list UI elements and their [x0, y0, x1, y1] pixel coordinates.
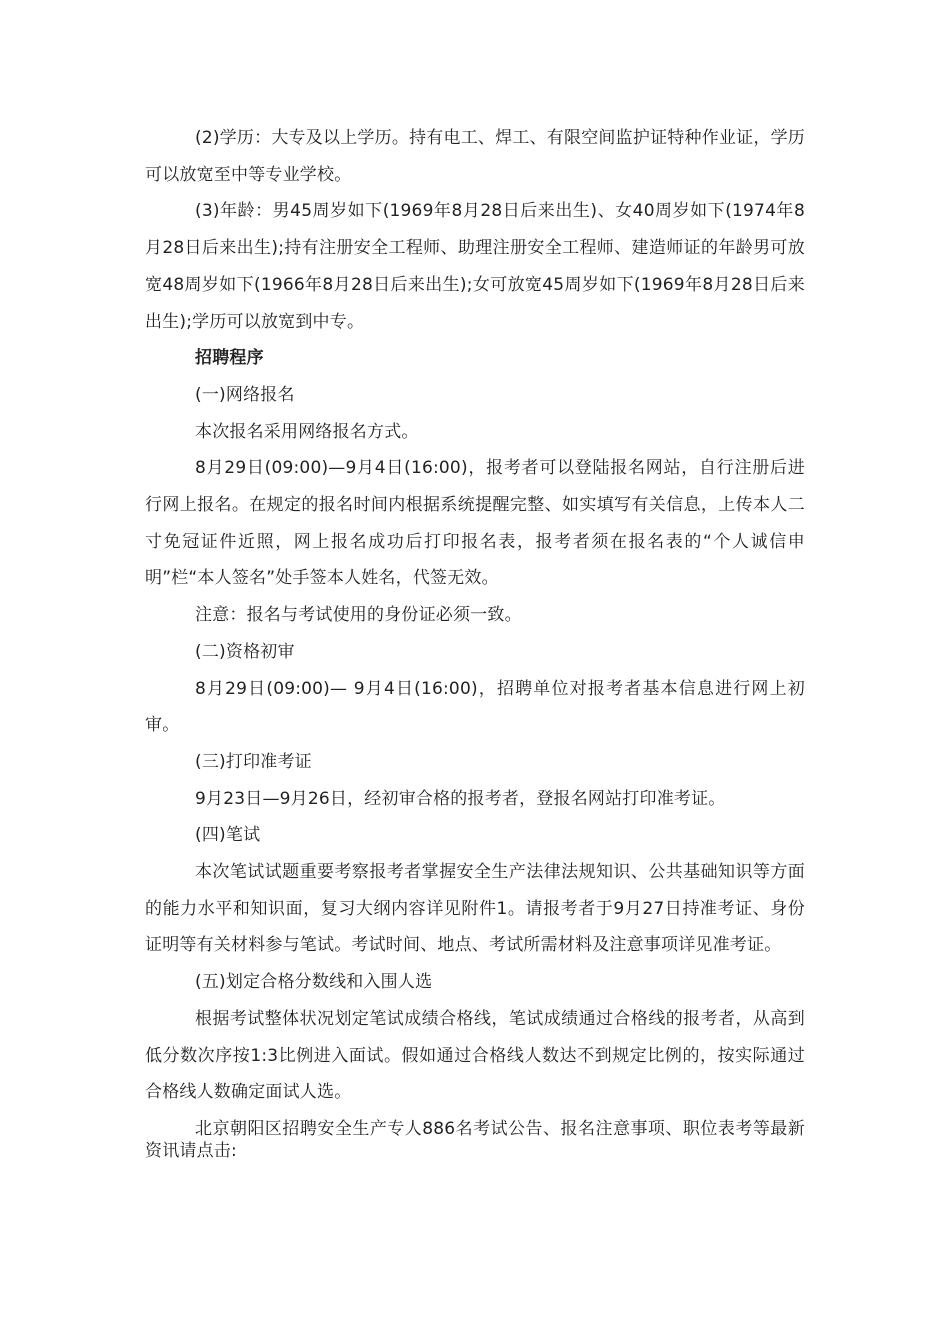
paragraph-cutoff-rules: 根据考试整体状况划定笔试成绩合格线，笔试成绩通过合格线的报考者，从高到低分数次序按1:3比例进入面试。假如通过合格线人数达不到规定比例的，按实际通过合格线人数确定面试人选。: [145, 1008, 805, 1103]
paragraph-age: (3)年龄：男45周岁如下(1969年8月28日后来出生)、女40周岁如下(1974年8月28日后来出生);持有注册安全工程师、助理注册安全工程师、建造师证的年龄男可放宽48周岁如下(1966年8月28日后来出生);女可放宽45周岁如下(1969年8月28日后来出生);学历可以放宽到中专。: [145, 201, 805, 332]
subheading-written-exam: (四)笔试: [195, 825, 261, 846]
paragraph-exam-content: 本次笔试试题重要考察报考者掌握安全生产法律法规知识、公共基础知识等方面的能力水平和知识面，复习大纲内容详见附件1。请报考者于9月27日持准考证、身份证明等有关材料参与笔试。考试时间、地点、考试所需材料及注意事项详见准考证。: [145, 862, 805, 956]
paragraph-review-period: 8月29日(09:00)— 9月4日(16:00)，招聘单位对报考者基本信息进行网上初审。: [145, 678, 805, 736]
subheading-print-admission: (三)打印准考证: [195, 751, 312, 772]
paragraph-admission-period: 9月23日—9月26日，经初审合格的报考者，登报名网站打印准考证。: [195, 788, 726, 809]
section-heading-procedure: 招聘程序: [195, 348, 264, 369]
subheading-online-registration: (一)网络报名: [195, 384, 295, 405]
paragraph-more-info: 北京朝阳区招聘安全生产专人886名考试公告、报名注意事项、职位表考等最新资讯请点击:: [145, 1118, 805, 1161]
subheading-preliminary-review: (二)资格初审: [195, 641, 295, 662]
paragraph-education: (2)学历：大专及以上学历。持有电工、焊工、有限空间监护证特种作业证，学历可以放宽至中等专业学校。: [145, 128, 805, 185]
document-body: [145, 120, 805, 1162]
subheading-cutoff: (五)划定合格分数线和入围人选: [195, 972, 433, 993]
paragraph-registration-method: 本次报名采用网络报名方式。: [195, 421, 419, 442]
paragraph-id-notice: 注意：报名与考试使用的身份证必须一致。: [195, 605, 522, 626]
paragraph-registration-period: 8月29日(09:00)—9月4日(16:00)，报考者可以登陆报名网站，自行注册后进行网上报名。在规定的报名时间内根据系统提醒完整、如实填写有关信息，上传本人二寸免冠证件近照，网上报名成功后打印报名表，报考者须在报名表的“个人诚信申明”栏“本人签名”处手签本人姓名，代签无效。: [145, 458, 805, 589]
